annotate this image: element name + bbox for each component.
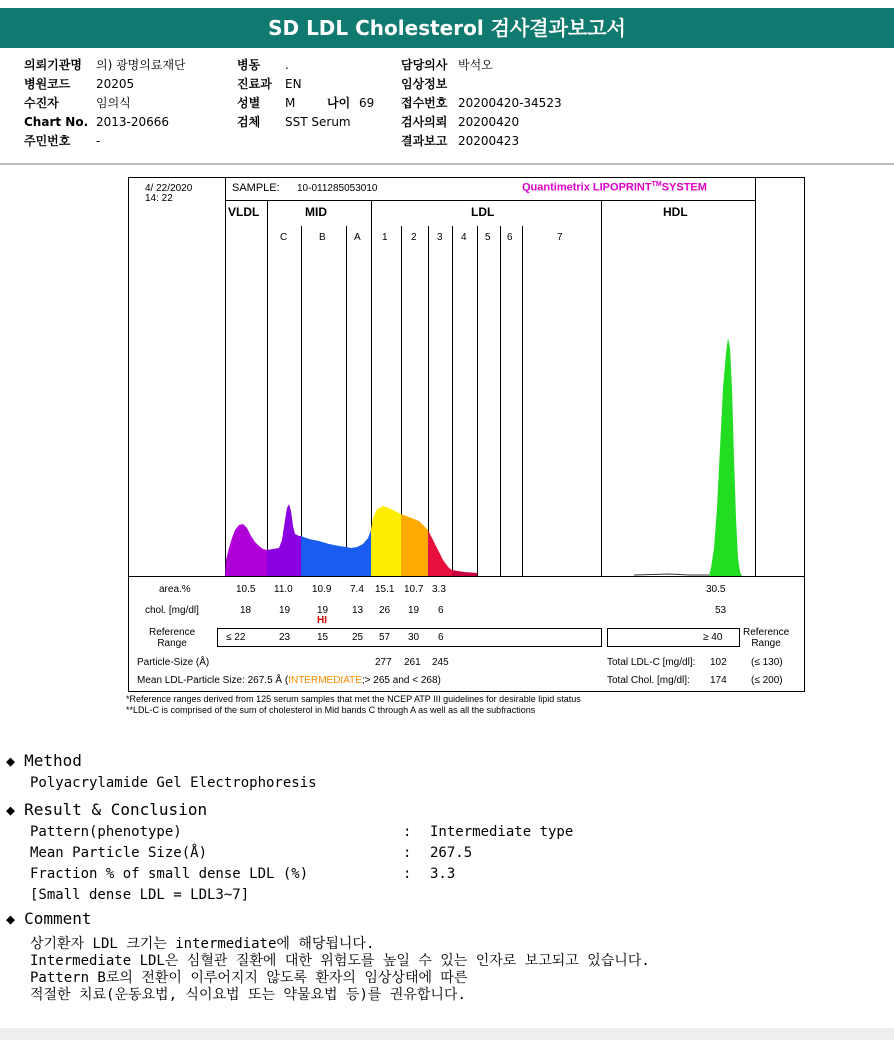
comment-line: 적절한 치료(운동요법, 식이요법 또는 약물요법 등)를 권유합니다. [30,987,466,1003]
info-row-specimen: 검체 SST Serum [237,115,351,129]
info-row-department: 진료과 EN [237,77,302,91]
result-colon: : [403,824,412,840]
total-ldl-label: Total LDL-C [mg/dl]: [607,657,696,668]
chol-value: 26 [379,605,391,616]
mid-b-peak [301,536,346,576]
ref-value: 25 [352,632,364,643]
area-row-label: area.% [159,584,191,595]
sample-label: SAMPLE: [232,182,280,194]
result-colon: : [403,866,412,882]
particle-value: 245 [432,657,449,668]
total-chol-value: 174 [710,675,727,686]
mid-c-peak [267,504,301,576]
ref-right-label: Reference Range [743,627,790,649]
chol-value: 18 [240,605,252,616]
chol-value: 6 [438,605,444,616]
comment-line: 상기환자 LDL 크기는 intermediate에 해당됩니다. [30,936,375,952]
info-row-clinical-info: 임상정보 [401,77,448,91]
info-row-resident-no: 주민번호 - [24,134,101,148]
comment-line: Pattern B로의 전환이 이루어지지 않도록 환자의 임상상태에 따른 [30,970,468,986]
info-row-report-date: 결과보고 20200423 [401,134,520,148]
ldl-1-peak [371,506,401,576]
report-time: 14: 22 [145,193,173,204]
result-value: 267.5 [430,845,473,861]
band-label-b: B [319,232,326,243]
mean-particle-size: Mean LDL-Particle Size: 267.5 Å (INTERMEDIATE;> 265 and < 268) [137,675,441,686]
band-label-c: C [280,232,288,243]
info-row-hospital-code: 병원코드 20205 [24,77,135,91]
comment-heading: ◆ Comment [6,909,92,928]
footnote-ldl-c: **LDL-C is comprised of the sum of cholesterol in Mid bands C through A as well as all the subfractions [126,705,536,715]
result-label: Fraction % of small dense LDL (%) [30,866,309,882]
area-value: 10.9 [312,584,332,595]
band-label-7: 7 [557,232,563,243]
result-colon: : [403,845,412,861]
ldl-3-peak [428,530,452,576]
ref-value-hdl: ≥ 40 [703,632,723,643]
chol-row-label: chol. [mg/dl] [145,605,199,616]
total-ldl-value: 102 [710,657,727,668]
header-mid: MID [305,205,327,219]
ref-row-label: Reference Range [149,627,196,649]
ldl-2-peak [401,514,428,576]
chol-value-hdl: 53 [715,605,727,616]
ref-value: 30 [408,632,420,643]
ref-value: 57 [379,632,391,643]
info-row-sex-age: 성별 M 나이 69 [237,96,375,110]
diamond-bullet-icon: ◆ [6,801,25,819]
ref-value: 23 [279,632,291,643]
intermediate-flag: INTERMEDIATE [288,675,362,686]
band-label-1: 1 [382,232,388,243]
chol-value: 19 [279,605,291,616]
sample-id: 10-011285053010 [297,183,378,194]
mid-a-peak [346,530,371,576]
method-text: Polyacrylamide Gel Electrophoresis [30,775,317,791]
hi-flag: HI [317,615,327,626]
info-row-request-date: 검사의뢰 20200420 [401,115,520,129]
densitometry-curve [129,178,804,578]
footnote-reference: *Reference ranges derived from 125 serum samples that met the NCEP ATP III guidelines for desirable lipid status [126,694,581,704]
area-value: 10.7 [404,584,424,595]
ref-value: ≤ 22 [226,632,246,643]
band-label-6: 6 [507,232,513,243]
info-divider [0,163,894,165]
result-value: Intermediate type [430,824,574,840]
area-value: 11.0 [274,584,293,595]
info-column-1 [24,56,186,151]
band-label-5: 5 [485,232,491,243]
band-label-a: A [354,232,361,243]
info-row-chart-no: Chart No. 2013-20666 [24,115,170,129]
result-value: 3.3 [430,866,456,882]
header-hdl: HDL [663,205,688,219]
area-value: 3.3 [432,584,446,595]
diamond-bullet-icon: ◆ [6,752,25,770]
bottom-bar [0,1028,894,1040]
info-row-receipt-no: 접수번호 20200420-34523 [401,96,562,110]
vldl-peak [225,524,267,576]
chart-baseline [129,576,804,577]
area-value: 7.4 [350,584,364,595]
header-ldl: LDL [471,205,495,219]
band-label-3: 3 [437,232,443,243]
particle-value: 277 [375,657,392,668]
lipoprint-report [128,177,805,692]
result-heading: ◆ Result & Conclusion [6,800,208,819]
report-title: SD LDL Cholesterol 검사결과보고서 [0,8,894,48]
report-date: 4/ 22/2020 [145,183,193,194]
method-heading: ◆ Method [6,751,82,770]
result-label: Mean Particle Size(Å) [30,845,208,861]
chol-value: 19 [317,605,329,616]
total-chol-ref: (≤ 200) [751,675,783,686]
area-value: 10.5 [236,584,256,595]
info-column-3 [401,56,562,151]
hdl-peak [709,338,742,576]
info-row-patient: 수진자 임의식 [24,96,131,110]
result-label: Pattern(phenotype) [30,824,182,840]
info-column-2 [237,56,374,132]
total-chol-label: Total Chol. [mg/dl]: [607,675,690,686]
area-value-hdl: 30.5 [706,584,726,595]
chol-value: 19 [408,605,420,616]
ref-value: 15 [317,632,329,643]
info-row-requester: 의뢰기관명 의) 광명의료재단 [24,58,186,72]
particle-value: 261 [404,657,421,668]
header-vldl: VLDL [228,205,260,219]
band-label-2: 2 [411,232,417,243]
chol-value: 13 [352,605,364,616]
info-row-doctor: 담당의사 박석오 [401,58,493,72]
particle-row-label: Particle-Size (Å) [137,657,210,668]
lipoprint-brand: Quantimetrix LIPOPRINT™SYSTEM [522,181,707,194]
area-value: 15.1 [375,584,395,595]
ref-value: 6 [438,632,444,643]
info-row-ward: 병동 . [237,58,289,72]
band-label-4: 4 [461,232,467,243]
comment-line: Intermediate LDL은 심혈관 질환에 대한 위험도를 높일 수 있는 인자로 보고되고 있습니다. [30,953,650,969]
total-ldl-ref: (≤ 130) [751,657,783,668]
result-note: [Small dense LDL = LDL3~7] [30,887,250,903]
diamond-bullet-icon: ◆ [6,910,25,928]
